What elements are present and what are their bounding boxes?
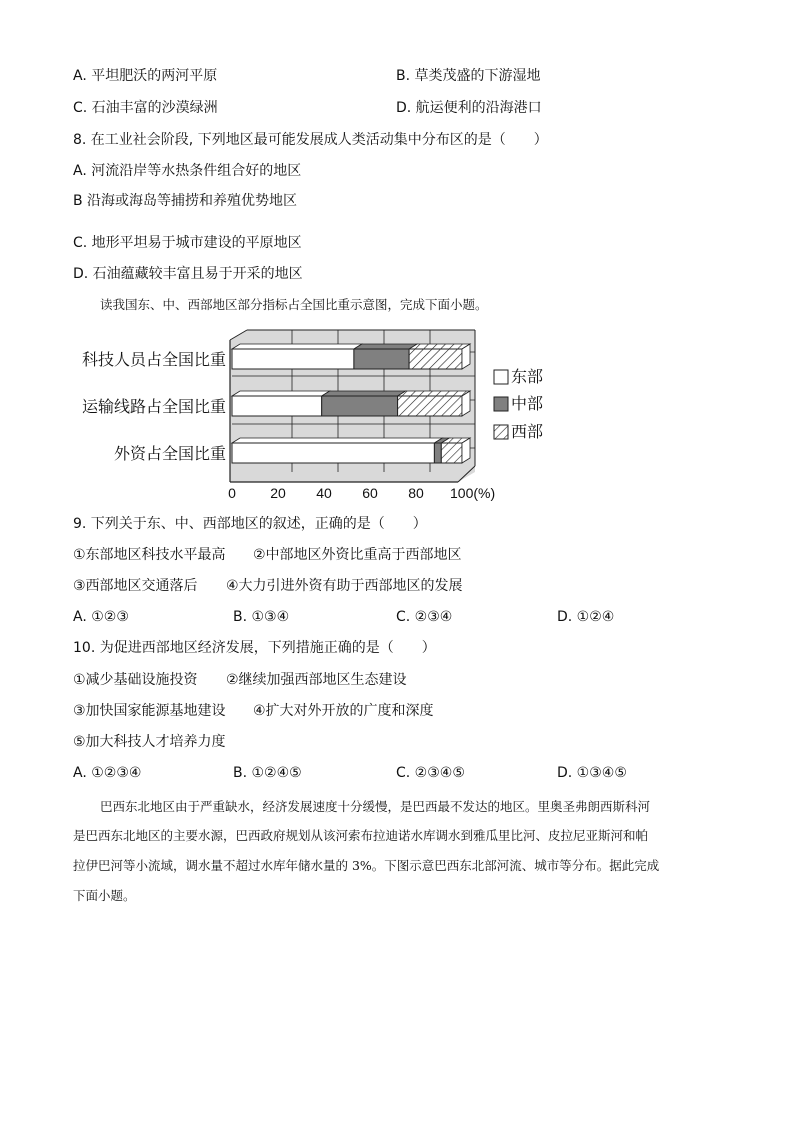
bar-top-1-1 [322,391,406,396]
q10-option-b: B. ①②④⑤ [233,765,302,781]
legend-swatch-西部 [494,425,508,439]
bar-top-0-1 [354,344,417,349]
q8-option-a: A. 河流沿岸等水热条件组合好的地区 [73,163,302,179]
q9-stem: 9. 下列关于东、中、西部地区的叙述，正确的是（ ） [73,516,427,532]
q9-statement-1: ①东部地区科技水平最高 [73,547,226,563]
bar-top-1-2 [398,391,470,396]
q10-option-c: C. ②③④⑤ [396,765,465,781]
x-tick-label-2: 40 [316,485,332,501]
q9-statement-2: ②中部地区外资比重高于西部地区 [253,547,462,563]
bar-0-中部 [354,349,409,369]
q10-option-d: D. ①③④⑤ [557,765,627,781]
bar-0-东部 [232,349,354,369]
bar-top-1-0 [232,391,330,396]
chart-legend [494,367,543,441]
legend-swatch-中部 [494,397,508,411]
q9-statement-4: ④大力引进外资有助于西部地区的发展 [226,578,463,594]
passage-line-2: 是巴西东北地区的主要水源，巴西政府规划从该河索布拉迪诺水库调水到雅瓜里比河、皮拉尼亚斯河和帕 [73,828,649,843]
category-label-0: 科技人员占全国比重 [81,350,226,369]
passage-line-3: 拉伊巴河等小流域，调水量不超过水库年储水量的 3%。下图示意巴西东北部河流、城市等分布。据此完成 [73,858,660,873]
bar-2-西部 [441,443,462,463]
q8-option-c: C. 地形平坦易于城市建设的平原地区 [73,235,302,251]
category-label-1: 运输线路占全国比重 [81,397,226,416]
q9-option-c: C. ②③④ [396,609,453,625]
stacked-bar-chart [0,320,794,510]
q7-option-b: B. 草类茂盛的下游湿地 [396,68,541,84]
bar-2-中部 [434,443,441,463]
q10-stem: 10. 为促进西部地区经济发展，下列措施正确的是（ ） [73,640,436,656]
q10-statement-5: ⑤加大科技人才培养力度 [73,734,226,750]
legend-label-东部: 东部 [511,367,544,386]
q10-option-a: A. ①②③④ [73,765,142,781]
x-tick-label-5: 100(%) [450,485,496,501]
chart-intro: 读我国东、中、西部地区部分指标占全国比重示意图，完成下面小题。 [100,297,488,312]
bar-top-2-0 [232,438,442,443]
q10-statement-4: ④扩大对外开放的广度和深度 [253,703,434,719]
legend-label-中部: 中部 [511,394,544,413]
x-tick-label-1: 20 [270,485,286,501]
bar-0-西部 [409,349,462,369]
bar-top-0-0 [232,344,362,349]
q8-option-d: D. 石油蕴藏较丰富且易于开采的地区 [73,266,303,282]
x-tick-label-4: 80 [408,485,424,501]
q10-statement-2: ②继续加强西部地区生态建设 [226,672,407,688]
legend-swatch-东部 [494,370,508,384]
q7-option-c: C. 石油丰富的沙漠绿洲 [73,100,218,116]
q7-option-a: A. 平坦肥沃的两河平原 [73,68,218,84]
q10-statement-1: ①减少基础设施投资 [73,672,198,688]
bar-1-西部 [398,396,462,416]
q9-statement-3: ③西部地区交通落后 [73,578,198,594]
passage-line-4: 下面小题。 [73,888,136,903]
passage-line-1: 巴西东北地区由于严重缺水，经济发展速度十分缓慢，是巴西最不发达的地区。里奥圣弗朗西斯科河 [100,799,651,814]
q9-option-d: D. ①②④ [557,609,615,625]
category-label-2: 外资占全国比重 [113,444,226,463]
q7-option-d: D. 航运便利的沿海港口 [396,100,542,116]
bar-1-东部 [232,396,322,416]
bar-1-中部 [322,396,398,416]
x-tick-label-3: 60 [362,485,378,501]
x-tick-label-0: 0 [228,485,236,501]
bar-2-东部 [232,443,434,463]
q8-option-b: B 沿海或海岛等捕捞和养殖优势地区 [73,193,298,209]
q10-statement-3: ③加快国家能源基地建设 [73,703,226,719]
legend-label-西部: 西部 [511,422,544,441]
q9-option-a: A. ①②③ [73,609,129,625]
bar-top-0-2 [409,344,470,349]
q9-option-b: B. ①③④ [233,609,290,625]
q8-stem: 8. 在工业社会阶段, 下列地区最可能发展成人类活动集中分布区的是（ ） [73,132,548,148]
